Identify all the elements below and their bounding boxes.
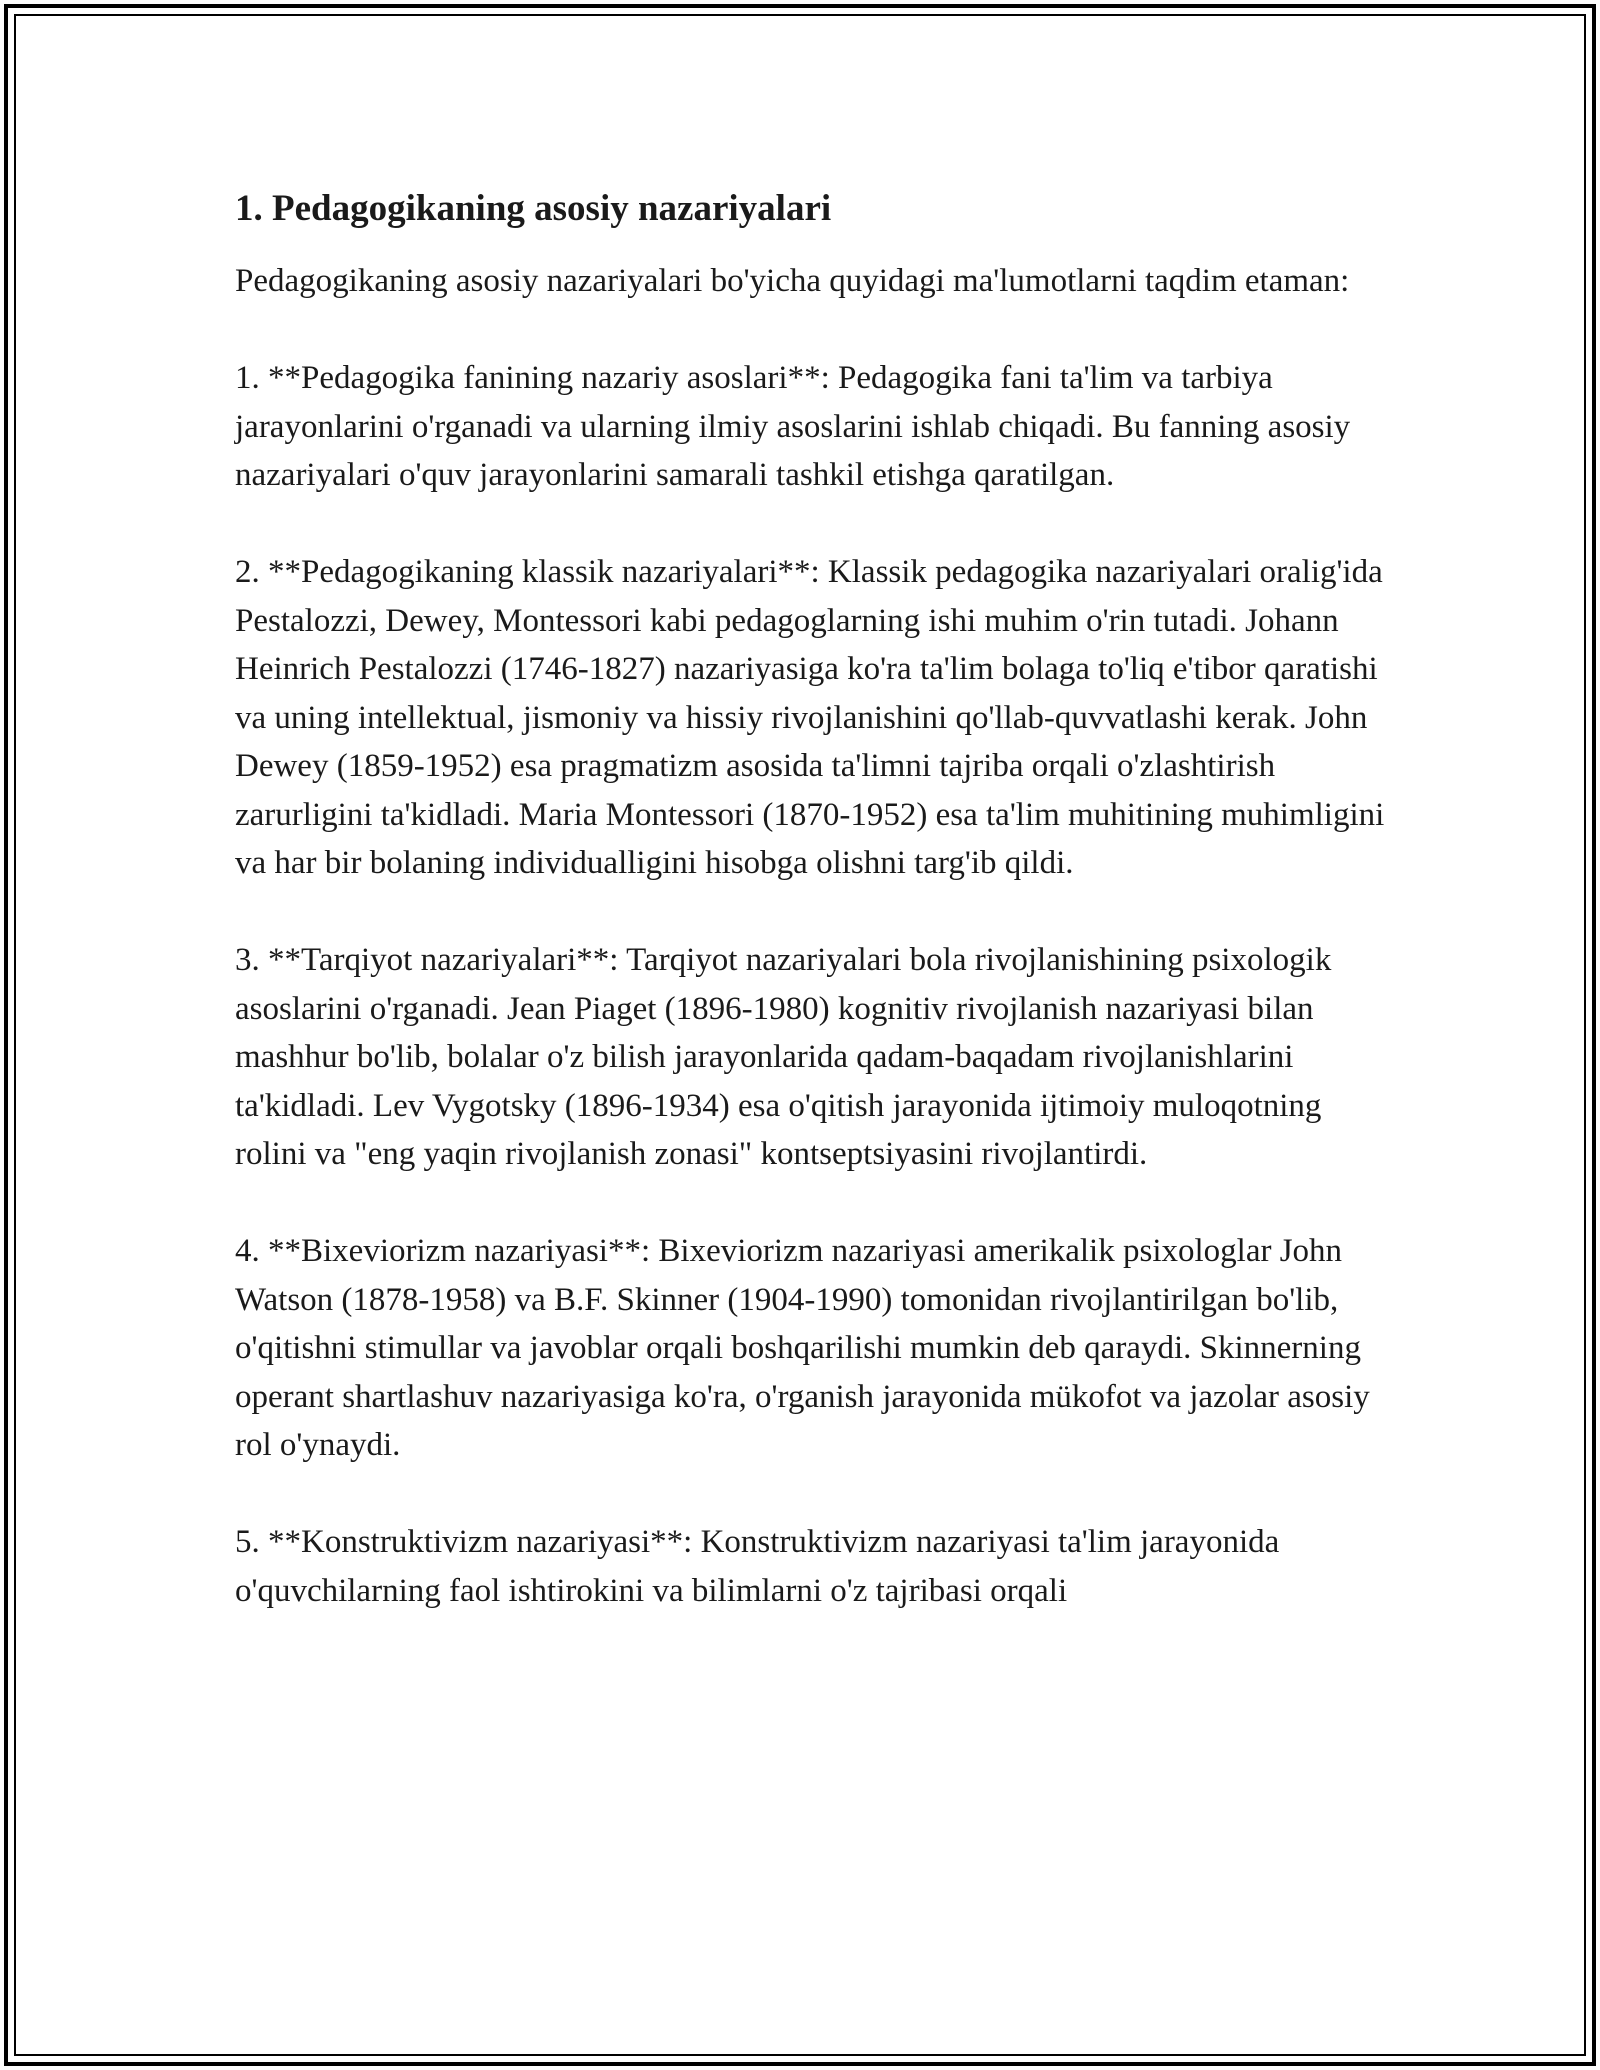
paragraph-behaviorism: 4. **Bixeviorizm nazariyasi**: Bixeviorizm nazariyasi amerikalik psixologlar John Watson (1878-1958) va B.F. Skinner (1904-1990) tomonidan rivojlantirilgan bo'lib, o'qitishni stimullar va javoblar orqali boshqarilishi mumkin deb qaraydi. Skinnerning operant shartlashuv nazariyasiga ko'ra, o'rganish jarayonida mükofot va jazolar asosiy rol o'ynaydi. — [235, 1233, 1370, 1463]
paragraph-classic-theories: 2. **Pedagogikaning klassik nazariyalari**: Klassik pedagogika nazariyalari oralig'ida Pestalozzi, Dewey, Montessori kabi pedagoglarning ishi muhim o'rin tutadi. Johann Heinrich Pestalozzi (1746-1827) nazariyasiga ko'ra ta'lim bolaga to'liq e'tibor qaratishi va uning intellektual, jismoniy va hissiy rivojlanishini qo'llab-quvvatlashi kerak. John Dewey (1859-1952) esa pragmatizm asosida ta'limni tajriba orqali o'zlashtirish zarurligini ta'kidladi. Maria Montessori (1870-1952) esa ta'lim muhitining muhimligini va har bir bolaning individualligini hisobga olishni targ'ib qildi. — [235, 554, 1385, 881]
intro-paragraph: Pedagogikaning asosiy nazariyalari bo'yicha quyidagi ma'lumotlarni taqdim etaman: — [235, 263, 1350, 299]
paragraph-constructivism: 5. **Konstruktivizm nazariyasi**: Konstruktivizm nazariyasi ta'lim jarayonida o'quvchilarning faol ishtirokini va bilimlarni o'z tajribasi orqali — [235, 1524, 1280, 1609]
paragraph-theory-foundations: 1. **Pedagogika fanining nazariy asoslari**: Pedagogika fani ta'lim va tarbiya jarayonlarini o'rganadi va ularning ilmiy asoslarini ishlab chiqadi. Bu fanning asosiy nazariyalari o'quv jarayonlarini samarali tashkil etishga qaratilgan. — [235, 360, 1351, 493]
document-body — [235, 185, 1385, 1664]
paragraph-development-theories: 3. **Tarqiyot nazariyalari**: Tarqiyot nazariyalari bola rivojlanishining psixologik asoslarini o'rganadi. Jean Piaget (1896-1980) kognitiv rivojlanish nazariyasi bilan mashhur bo'lib, bolalar o'z bilish jarayonlarida qadam-baqadam rivojlanishlarini ta'kidladi. Lev Vygotsky (1896-1934) esa o'qitish jarayonida ijtimoiy muloqotning rolini va "eng yaqin rivojlanish zonasi" kontseptsiyasini rivojlantirdi. — [235, 942, 1332, 1172]
section-heading: 1. Pedagogikaning asosiy nazariyalari — [235, 188, 832, 229]
